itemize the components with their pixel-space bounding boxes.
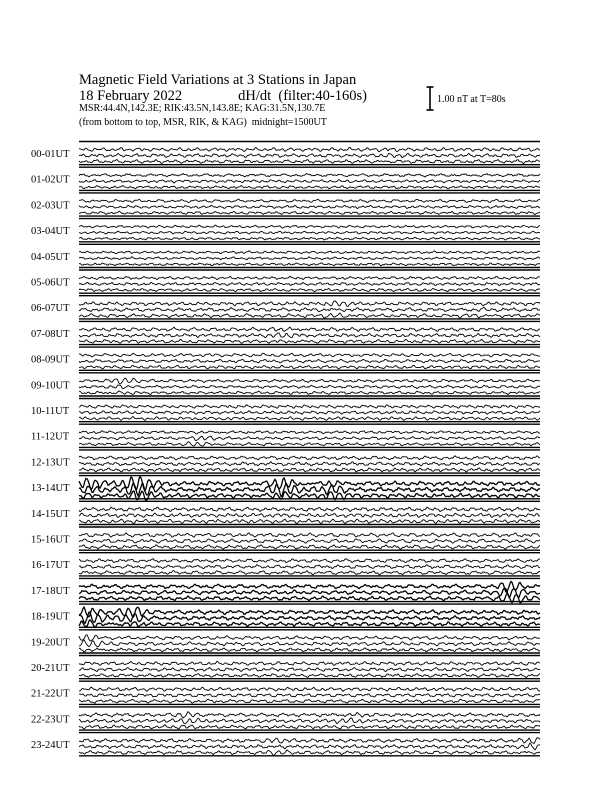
hour-label: 18-19UT [31,611,70,623]
hour-row [31,296,540,319]
chart-filter: (filter:40-160s) [278,88,367,104]
hour-label: 04-05UT [31,251,70,263]
trace-msr [79,468,540,472]
hour-label: 11-12UT [31,431,70,443]
trace-rik [79,462,540,466]
scale-bar-icon [427,87,434,110]
trace-rik [79,153,540,157]
trace-rik [79,539,540,543]
trace-rik [79,565,540,569]
hour-row [31,707,540,730]
trace-rik [79,257,540,260]
hour-label: 09-10UT [31,380,70,392]
trace-rik [79,307,540,311]
trace-rik [79,231,540,234]
hour-label: 10-11UT [31,406,70,417]
hour-row [31,501,540,524]
chart-date: 18 February 2022 [79,88,183,104]
trace-kag [79,199,540,202]
hour-label: 17-18UT [31,585,70,597]
hour-label: 21-22UT [31,688,70,700]
station-order: (from bottom to top, MSR, RIK, & KAG) [79,117,247,128]
midnight-note: midnight=1500UT [251,117,327,128]
trace-kag [79,607,540,617]
hour-row [31,219,540,242]
trace-kag [79,661,540,665]
hour-label: 03-04UT [31,226,70,238]
trace-kag [79,147,540,151]
trace-kag [79,405,540,409]
trace-msr [79,263,540,266]
trace-kag [79,477,540,491]
chart-title: Magnetic Field Variations at 3 Stations in Japan [79,72,357,88]
trace-kag [79,276,540,279]
trace-kag [79,174,540,178]
hour-row [31,578,540,602]
hour-row [31,347,540,370]
scale-label: 1.00 nT at T=80s [437,94,506,105]
trace-rik [79,282,540,285]
hour-label: 23-24UT [31,740,70,752]
trace-rik [79,359,540,363]
trace-kag [79,507,540,511]
trace-kag [79,225,540,228]
trace-msr [79,519,540,523]
trace-rik [79,333,540,338]
trace-rik [79,205,540,208]
trace-kag [79,687,540,691]
hour-row [31,142,540,165]
hour-row [31,604,540,627]
trace-msr [79,365,540,369]
hour-label: 14-15UT [31,508,70,520]
hour-label: 06-07UT [31,303,70,315]
trace-kag [79,251,540,254]
trace-kag [79,456,540,460]
hour-row [31,270,540,293]
trace-kag [79,712,540,718]
trace-rik [79,743,540,750]
trace-rik [79,612,540,623]
hour-row [31,193,540,216]
hour-row [31,373,540,396]
trace-msr [79,545,540,550]
hour-label: 22-23UT [31,714,70,726]
trace-msr [79,725,540,729]
plot-rows [31,142,540,756]
trace-msr [79,288,540,291]
hour-label: 05-06UT [31,277,70,289]
hour-label: 19-20UT [31,637,70,649]
trace-rik [79,436,540,440]
trace-msr [79,211,540,214]
trace-msr [79,648,540,652]
trace-rik [79,385,540,389]
hour-label: 08-09UT [31,354,70,366]
trace-msr [79,620,540,627]
trace-rik [79,483,540,496]
trace-kag [79,533,540,537]
hour-row [31,553,540,576]
trace-msr [79,699,540,703]
hour-row [31,656,540,679]
trace-kag [79,301,540,307]
hour-row [31,167,540,190]
trace-kag [79,353,540,357]
hour-label: 12-13UT [31,457,70,469]
trace-rik [79,180,540,183]
hour-label: 02-03UT [31,200,70,212]
hour-label: 01-02UT [31,174,70,186]
hour-row [31,321,540,344]
trace-rik [79,588,540,597]
hour-row [31,399,540,422]
hour-row [31,527,540,550]
trace-rik [79,513,540,517]
hour-label: 16-17UT [31,560,70,572]
trace-rik [79,694,540,697]
trace-msr [79,571,540,575]
trace-kag [79,738,540,744]
hour-row [31,450,540,473]
trace-kag [79,559,540,563]
trace-msr [79,160,540,164]
trace-rik [79,411,540,415]
trace-rik [79,718,540,724]
trace-msr [79,339,540,343]
trace-kag [79,581,540,592]
hour-row [31,424,540,447]
chart-quantity: dH/dt [238,88,272,104]
hour-label: 00-01UT [31,149,70,160]
trace-kag [79,378,540,384]
trace-msr [79,673,540,677]
hour-row [31,733,540,756]
trace-msr [79,391,540,395]
trace-kag [79,431,540,434]
trace-rik [79,640,540,647]
trace-msr [79,313,540,318]
trace-rik [79,668,540,672]
hour-row [31,244,540,267]
hour-row [31,630,540,653]
hour-label: 13-14UT [31,483,70,495]
hour-label: 15-16UT [31,534,70,546]
trace-msr [79,750,540,756]
stations-line: MSR:44.4N,142.3E; RIK:43.5N,143.8E; KAG:31.5N,130.7E [79,103,326,114]
trace-msr [79,417,540,421]
hour-label: 20-21UT [31,663,70,674]
trace-kag [79,635,540,641]
trace-kag [79,327,540,331]
trace-msr [79,237,540,240]
hour-label: 07-08UT [31,328,70,340]
trace-msr [79,186,540,189]
trace-msr [79,442,540,446]
hour-row [31,681,540,704]
hour-row [31,476,540,501]
